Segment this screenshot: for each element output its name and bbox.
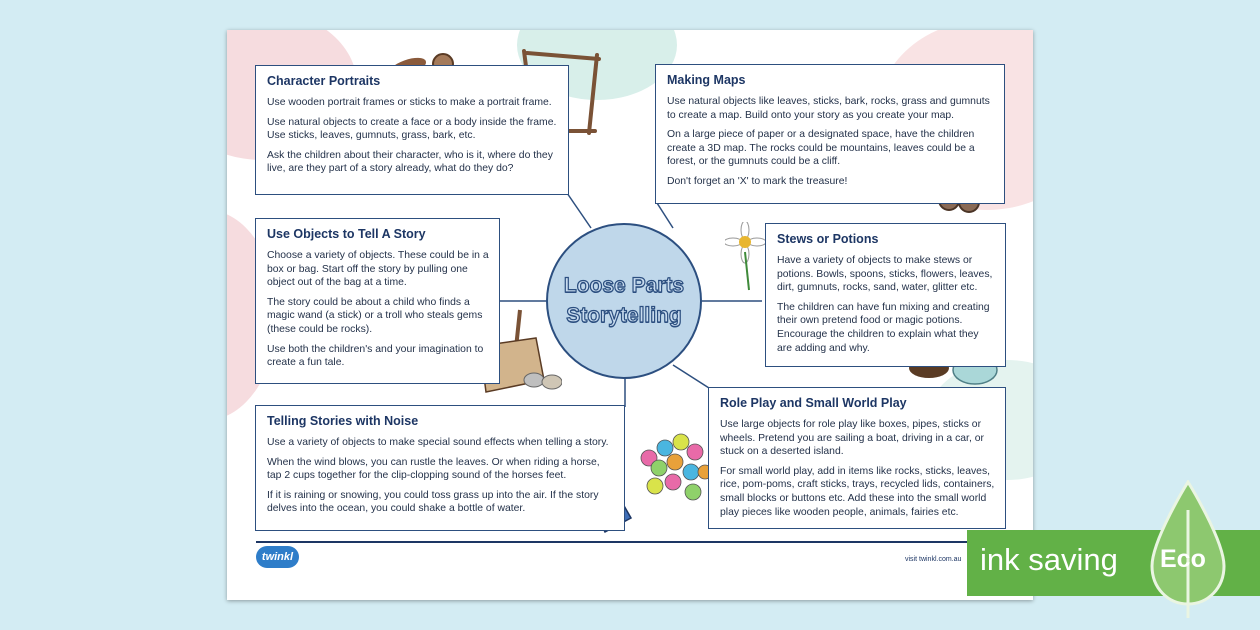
hub-title-line2: Storytelling bbox=[566, 304, 682, 327]
card-text: Have a variety of objects to make stews or potions. Bowls, spoons, sticks, flowers, leaves, dirt, gumnuts, rocks, sand, water, glitter etc. bbox=[777, 255, 993, 294]
card-text: Use both the children's and your imagination to create a fun tale. bbox=[267, 343, 484, 369]
footer-divider bbox=[256, 541, 1006, 543]
card-text: Use a variety of objects to make special sound effects when telling a story. bbox=[267, 437, 609, 448]
card-text: The story could be about a child who finds a magic wand (a stick) or a troll who steals gems (these could be rocks). bbox=[267, 296, 483, 335]
card-text: If it is raining or snowing, you could toss grass up into the air. If the story delves into the ocean, you could shake a bottle of water. bbox=[267, 489, 599, 515]
card-telling-stories-noise bbox=[255, 405, 625, 531]
title-hub bbox=[546, 223, 702, 379]
card-making-maps bbox=[655, 64, 1005, 204]
card-title: Role Play and Small World Play bbox=[720, 396, 907, 410]
card-title: Making Maps bbox=[667, 73, 746, 87]
pom-poms-illustration bbox=[635, 428, 715, 508]
card-character-portraits bbox=[255, 65, 569, 195]
card-stews-potions bbox=[765, 223, 1006, 367]
card-text: Choose a variety of objects. These could be in a box or bag. Start off the story by pulling one object out of the bag at a time. bbox=[267, 250, 489, 289]
visit-link[interactable]: visit twinkl.com.au bbox=[905, 556, 962, 563]
ink-saving-label: ink saving bbox=[980, 542, 1118, 577]
hub-title-line1: Loose Parts bbox=[563, 274, 685, 297]
card-text: Use large objects for role play like boxes, pipes, sticks or wheels. Pretend you are sailing a boat, driving in a car, or stuck on a deserted island. bbox=[720, 419, 984, 458]
twinkl-logo: twinkl bbox=[256, 546, 299, 568]
card-text: Ask the children about their character, who is it, where do they live, are they part of a story already, what do they do? bbox=[267, 149, 553, 175]
eco-label: Eco bbox=[1160, 545, 1206, 573]
card-title: Stews or Potions bbox=[777, 232, 879, 246]
card-title: Use Objects to Tell A Story bbox=[267, 227, 426, 241]
card-text: When the wind blows, you can rustle the leaves. Or when riding a horse, tap 2 cups together for the clip-clopping sound of the horses feet. bbox=[267, 456, 600, 482]
card-text: Don't forget an 'X' to mark the treasure! bbox=[667, 175, 848, 187]
card-title: Telling Stories with Noise bbox=[267, 414, 419, 428]
card-text: Use natural objects like leaves, sticks, bark, rocks, grass and gumnuts to create a map. Build onto your story as you create your map. bbox=[667, 96, 990, 121]
card-text: The children can have fun mixing and creating their own pretend food or magic potions. Encourage the children to explain what they are adding and why. bbox=[777, 301, 990, 354]
card-role-play bbox=[708, 387, 1006, 529]
card-text: Use natural objects to create a face or a body inside the frame. Use sticks, leaves, gumnuts, grass, bark, etc. bbox=[267, 116, 557, 142]
card-use-objects bbox=[255, 218, 500, 384]
worksheet-page bbox=[227, 30, 1033, 600]
card-text: Use wooden portrait frames or sticks to make a portrait frame. bbox=[267, 97, 552, 108]
card-text: For small world play, add in items like rocks, sticks, leaves, rice, pom-poms, craft sticks, trays, recycled lids, containers, small blocks or buttons etc. Add these into the small world play pieces like wooden people, animals, fairies etc. bbox=[720, 465, 995, 518]
card-text: On a large piece of paper or a designated space, have the children create a 3D map. The rocks could be mountains, leaves could be a forest, or the gumnuts could be a cliff. bbox=[667, 129, 975, 168]
daisy-illustration bbox=[725, 222, 769, 292]
card-title: Character Portraits bbox=[267, 74, 381, 88]
